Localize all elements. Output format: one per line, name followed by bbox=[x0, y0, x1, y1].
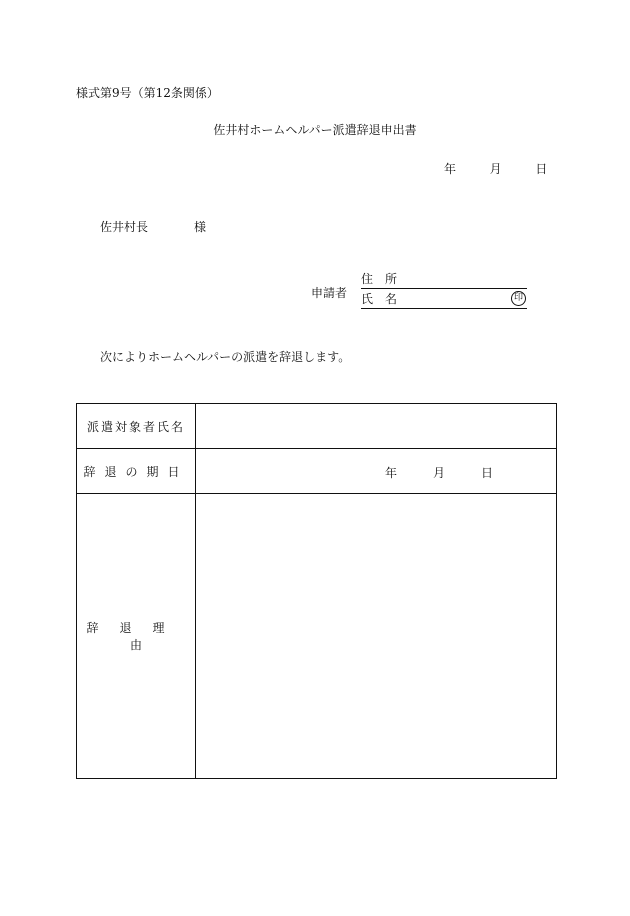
seal-icon: 印 bbox=[511, 291, 526, 306]
table-row bbox=[77, 404, 557, 449]
table-row bbox=[77, 449, 557, 494]
addressee-honorific: 様 bbox=[194, 220, 207, 234]
date-year-label: 年 bbox=[444, 162, 457, 176]
withdrawal-reason-value[interactable] bbox=[196, 494, 557, 779]
withdrawal-month-label: 月 bbox=[433, 466, 446, 480]
intro-text: 次によりホームヘルパーの派遣を辞退します。 bbox=[100, 350, 351, 364]
submission-date bbox=[444, 160, 547, 177]
withdrawal-date-label: 辞退の期日 bbox=[77, 449, 196, 494]
document-title: 佐井村ホームヘルパー派遣辞退申出書 bbox=[213, 123, 417, 137]
form-number: 様式第9号（第12条関係） bbox=[76, 86, 219, 100]
withdrawal-date-value[interactable] bbox=[196, 449, 557, 494]
date-day-label: 日 bbox=[535, 162, 548, 176]
applicant-name-field[interactable] bbox=[361, 292, 527, 309]
applicant-label: 申請者 bbox=[311, 286, 348, 300]
withdrawal-reason-label: 辞退理由 bbox=[77, 494, 196, 779]
target-person-value[interactable] bbox=[196, 404, 557, 449]
application-table bbox=[76, 403, 557, 779]
table-row bbox=[77, 494, 557, 779]
addressee-name: 佐井村長 bbox=[100, 220, 149, 234]
applicant-address-field[interactable] bbox=[361, 272, 527, 289]
withdrawal-year-label: 年 bbox=[385, 466, 398, 480]
addressee bbox=[100, 218, 206, 235]
address-label: 住 所 bbox=[361, 272, 398, 286]
target-person-label: 派遣対象者氏名 bbox=[77, 404, 196, 449]
date-month-label: 月 bbox=[489, 162, 502, 176]
name-label: 氏 名 bbox=[361, 292, 398, 306]
withdrawal-day-label: 日 bbox=[481, 466, 494, 480]
